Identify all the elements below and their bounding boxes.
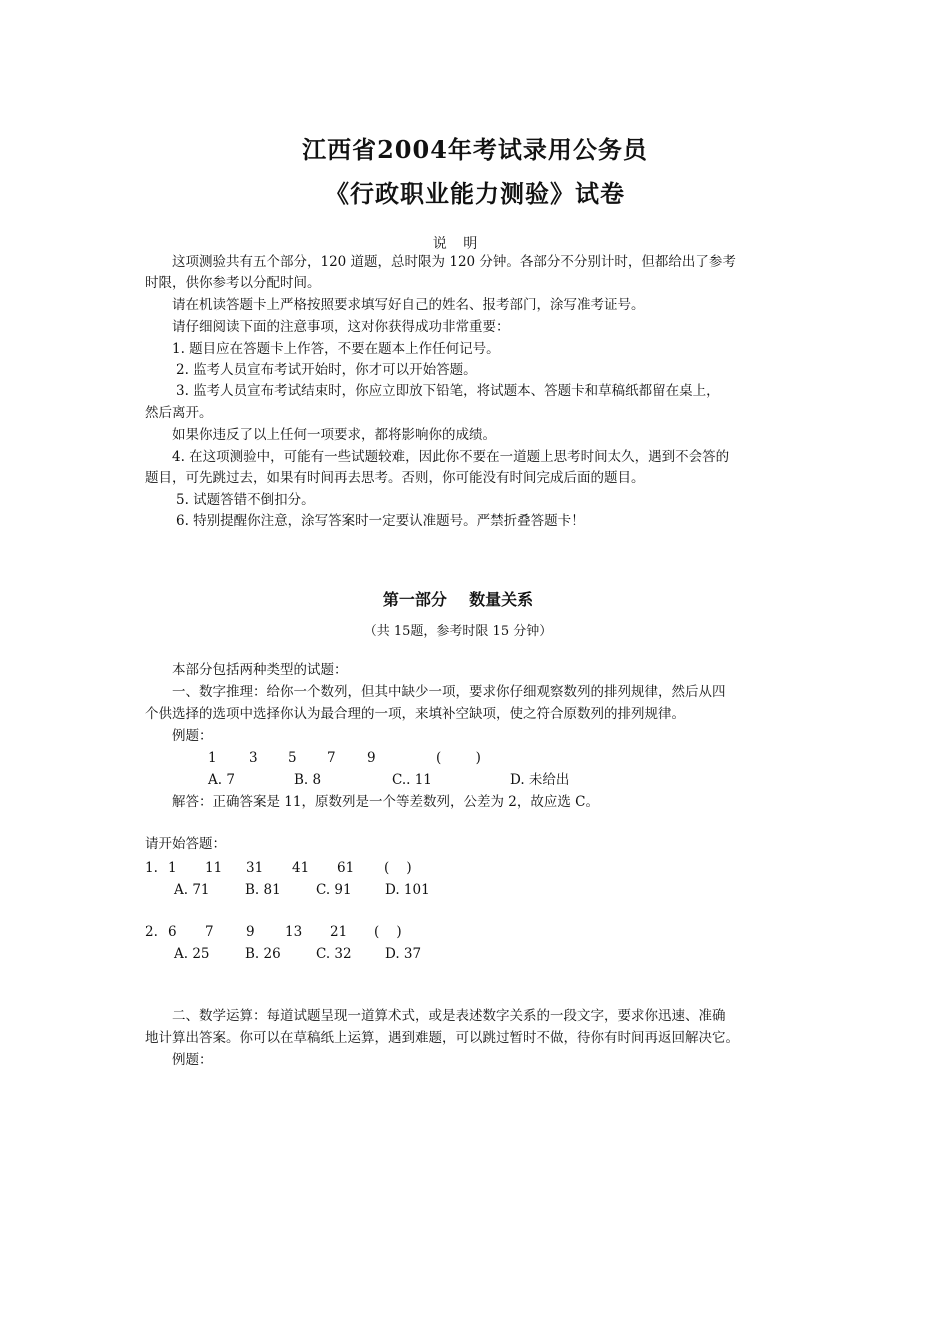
question-option: D. 37 <box>385 946 422 962</box>
example-term: 5 <box>288 750 297 766</box>
part1-subtitle: （共 15题，参考时限 15 分钟） <box>363 624 553 639</box>
instruction-line: 请仔细阅读下面的注意事项，这对你获得成功非常重要： <box>172 319 510 335</box>
example-term: 7 <box>327 750 336 766</box>
question-term: 21 <box>330 924 348 940</box>
question-term: 31 <box>246 860 264 876</box>
instruction-warning: 如果你违反了以上任何一项要求，都将影响你的成绩。 <box>172 427 496 443</box>
question-option: B. 81 <box>245 882 281 898</box>
question-blank: ( ) <box>374 924 402 940</box>
example2-label: 例题： <box>172 1052 213 1068</box>
example-option: A. 7 <box>208 772 235 788</box>
type2-description: 地计算出答案。你可以在草稿纸上运算，遇到难题，可以跳过暂时不做，待你有时间再返回解决它。 <box>145 1030 739 1046</box>
question-term: 13 <box>285 924 303 940</box>
part1-intro: 本部分包括两种类型的试题： <box>172 662 348 678</box>
start-label: 请开始答题： <box>145 836 226 852</box>
example-option: C.. 11 <box>392 772 432 788</box>
instruction-item: 题目，可先跳过去，如果有时间再去思考。否则，你可能没有时间完成后面的题目。 <box>145 470 645 486</box>
part1-title: 第一部分 数量关系 <box>382 590 534 609</box>
example-option: D. 未给出 <box>510 772 570 788</box>
question-option: B. 26 <box>245 946 281 962</box>
instruction-item: 然后离开。 <box>145 405 213 421</box>
instructions-heading: 说 明 <box>432 236 484 252</box>
instruction-line: 这项测验共有五个部分，120 道题，总时限为 120 分钟。各部分不分别计时，但都给出了参考 <box>172 254 736 270</box>
instruction-item: 2. 监考人员宣布考试开始时，你才可以开始答题。 <box>176 362 477 378</box>
type2-description: 二、数学运算：每道试题呈现一道算术式，或是表述数字关系的一段文字，要求你迅速、准确 <box>172 1008 726 1024</box>
instruction-item: 3. 监考人员宣布考试结束时，你应立即放下铅笔，将试题本、答题卡和草稿纸都留在桌上， <box>176 383 720 399</box>
question-number: 1. <box>145 860 158 876</box>
instruction-item: 5. 试题答错不倒扣分。 <box>176 492 315 508</box>
exam-title-line2: 《行政职业能力测验》试卷 <box>325 179 625 208</box>
question-option: A. 25 <box>174 946 210 962</box>
question-term: 9 <box>246 924 255 940</box>
example-term: 9 <box>367 750 376 766</box>
question-term: 11 <box>205 860 223 876</box>
question-blank: ( ) <box>384 860 412 876</box>
question-term: 61 <box>337 860 355 876</box>
question-number: 2. <box>145 924 158 940</box>
question-term: 41 <box>292 860 310 876</box>
question-option: D. 101 <box>385 882 430 898</box>
example-answer: 解答：正确答案是 11，原数列是一个等差数列，公差为 2，故应选 C。 <box>172 794 599 810</box>
instruction-line: 请在机读答题卡上严格按照要求填写好自己的姓名、报考部门，涂写准考证号。 <box>172 297 645 313</box>
question-option: C. 32 <box>316 946 352 962</box>
example-label: 例题： <box>172 728 213 744</box>
instruction-item: 4. 在这项测验中，可能有一些试题较难，因此你不要在一道题上思考时间太久，遇到不会答的 <box>172 449 730 465</box>
example-blank: ( ) <box>436 750 481 766</box>
question-term: 6 <box>168 924 177 940</box>
question-option: A. 71 <box>174 882 210 898</box>
example-option: B. 8 <box>294 772 322 788</box>
instruction-line: 时限，供你参考以分配时间。 <box>145 275 321 291</box>
question-term: 7 <box>205 924 214 940</box>
instruction-item: 1. 题目应在答题卡上作答，不要在题本上作任何记号。 <box>172 341 500 357</box>
example-term: 1 <box>208 750 217 766</box>
question-option: C. 91 <box>316 882 352 898</box>
exam-title-line1: 江西省2004年考试录用公务员 <box>302 135 648 164</box>
type1-description: 个供选择的选项中选择你认为最合理的一项，来填补空缺项，使之符合原数列的排列规律。 <box>145 706 685 722</box>
type1-description: 一、数字推理：给你一个数列，但其中缺少一项，要求你仔细观察数列的排列规律，然后从四 <box>172 684 726 700</box>
question-term: 1 <box>168 860 177 876</box>
instruction-item: 6. 特别提醒你注意，涂写答案时一定要认准题号。严禁折叠答题卡！ <box>176 513 585 529</box>
example-term: 3 <box>249 750 258 766</box>
